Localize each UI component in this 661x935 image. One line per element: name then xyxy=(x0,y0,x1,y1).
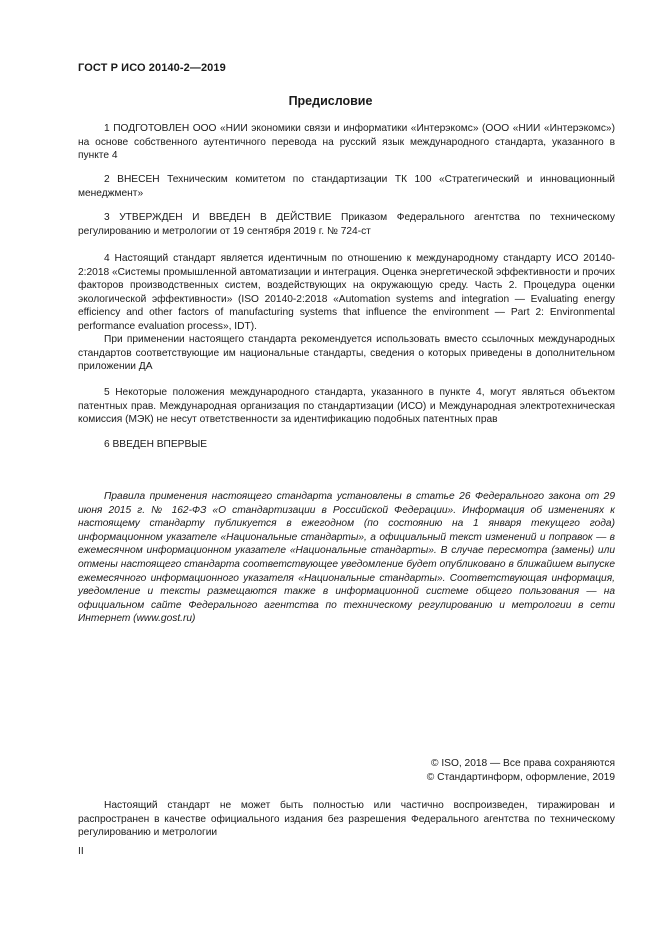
paragraph-item-3: 3 УТВЕРЖДЕН И ВВЕДЕН В ДЕЙСТВИЕ Приказом Федерального агентства по техническому регулированию и метрологии от 19 сентября 2019 г. № 724-ст xyxy=(78,212,615,237)
paragraph-item-6: 6 ВВЕДЕН ВПЕРВЫЕ xyxy=(104,439,208,450)
paragraph-item-4: 4 Настоящий стандарт является идентичным по отношению к международному стандарту ИСО 20140-2:2018 «Системы промышленной автоматизации и интеграция. Оценка энергетической эффективности и прочих факторов производственных систем, воздействующих на окружающую среду. Часть 2. Процедура оценки экологической эффективности» (ISO 20140-2:2018 «Automation systems and integration — Evaluating energy efficiency and other factors of manufacturing systems that influence the environment — Part 2: Environmental performance evaluation process», IDT). xyxy=(78,253,615,332)
copyright-standartinform: © Стандартинформ, оформление, 2019 xyxy=(426,772,615,783)
page-number: II xyxy=(78,846,84,857)
page-title: Предисловие xyxy=(288,94,373,108)
paragraph-item-2: 2 ВНЕСЕН Техническим комитетом по стандартизации ТК 100 «Стратегический и инновационный менеджмент» xyxy=(78,174,615,199)
standard-code-header: ГОСТ Р ИСО 20140-2—2019 xyxy=(78,62,226,74)
application-rules-notice: Правила применения настоящего стандарта установлены в статье 26 Федерального закона от 29 июня 2015 г. № 162-ФЗ «О стандартизации в Российской Федерации». Информация об изменениях к настоящему стандарту публикуется в ежегодном (по состоянию на 1 января текущего года) информационном указателе «Национальные стандарты», а официальный текст изменений и поправок — в ежемесячном информационном указателе «Национальные стандарты». В случае пересмотра (замены) или отмены настоящего стандарта соответствующее уведомление будет опубликовано в ближайшем выпуске ежемесячного информационного указателя «Национальные стандарты». Соответствующая информация, уведомление и тексты размещаются также в информационной системе общего пользования — на официальном сайте Федерального агентства по техническому регулированию и метрологии в сети Интернет (www.gost.ru) xyxy=(78,491,615,625)
paragraph-item-1: 1 ПОДГОТОВЛЕН ООО «НИИ экономики связи и информатики «Интерэкомс» (ООО «НИИ «Интерэкомс») на основе собственного аутентичного перевода на русский язык международного стандарта, указанного в пункте 4 xyxy=(78,123,615,162)
copyright-iso: © ISO, 2018 — Все права сохраняются xyxy=(431,758,615,769)
paragraph-item-5: 5 Некоторые положения международного стандарта, указанного в пункте 4, могут являться объектом патентных прав. Международная организация по стандартизации (ИСО) и Международная электротехническая комиссия (МЭК) не несут ответственности за идентификацию подобных патентных прав xyxy=(78,387,615,426)
reproduction-notice: Настоящий стандарт не может быть полностью или частично воспроизведен, тиражирован и распространен в качестве официального издания без разрешения Федерального агентства по техническому регулированию и метрологии xyxy=(78,800,615,839)
paragraph-item-4-note: При применении настоящего стандарта рекомендуется использовать вместо ссылочных международных стандартов соответствующие им национальные стандарты, сведения о которых приведены в дополнительном приложении ДА xyxy=(78,334,615,373)
